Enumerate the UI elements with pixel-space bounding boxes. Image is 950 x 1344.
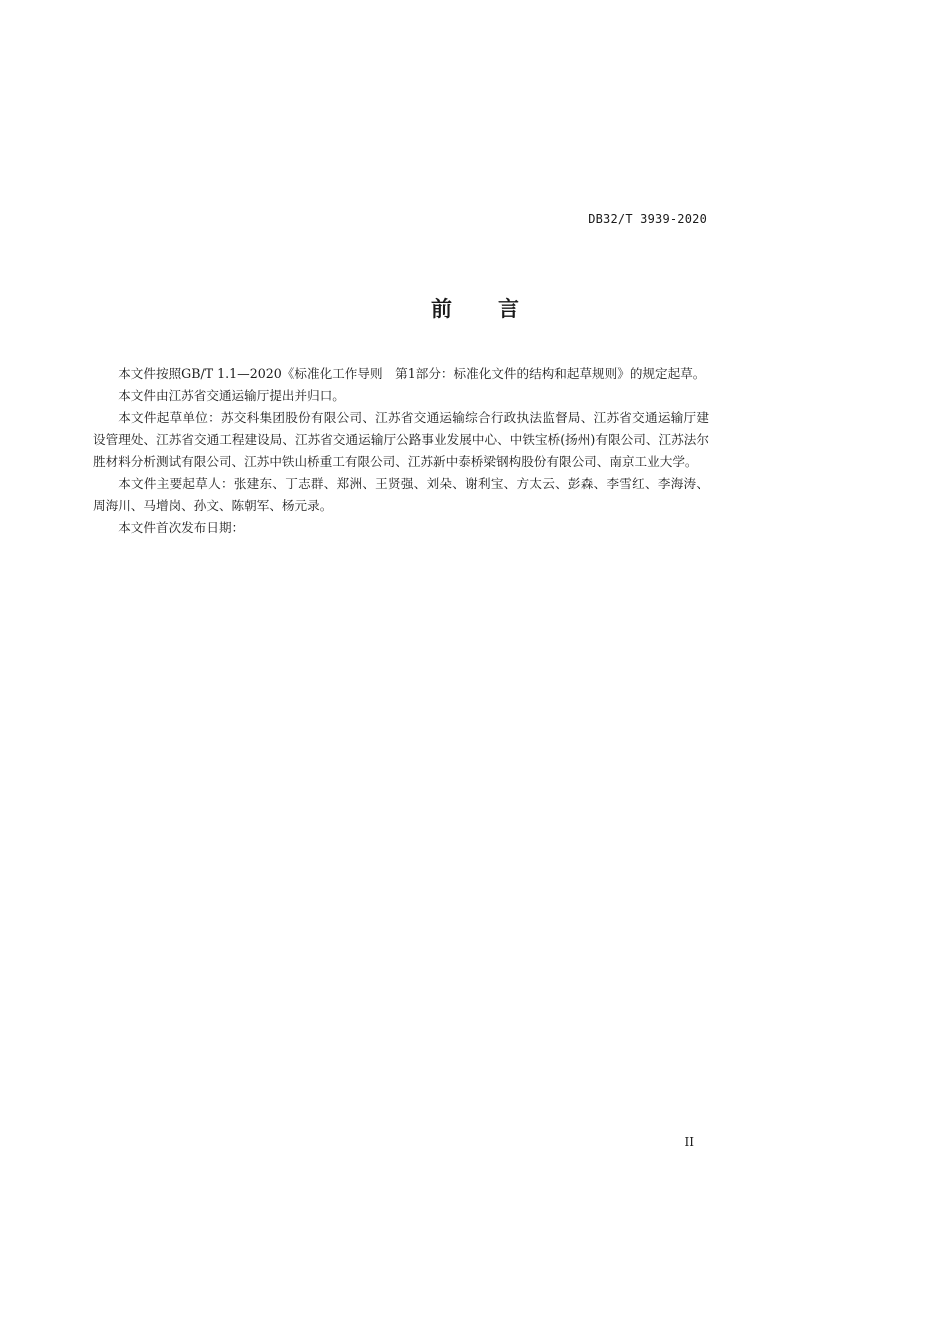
heading-char-right: 言 [498, 297, 519, 321]
section-heading [0, 293, 950, 323]
paragraph-proposer: 本文件由江苏省交通运输厅提出并归口。 [118, 388, 345, 403]
foreword-body [93, 363, 709, 539]
paragraph-drafting-units: 本文件起草单位：苏交科集团股份有限公司、江苏省交通运输综合行政执法监督局、江苏省交通运输厅建设管理处、江苏省交通工程建设局、江苏省交通运输厅公路事业发展中心、中铁宝桥(扬州)有限公司、江苏法尔胜材料分析测试有限公司、江苏中铁山桥重工有限公司、江苏新中泰桥梁钢构股份有限公司、南京工业大学。 [93, 410, 709, 469]
page-number: II [684, 1135, 694, 1149]
heading-char-left: 前 [431, 297, 452, 321]
paragraph-drafters: 本文件主要起草人：张建东、丁志群、郑洲、王贤强、刘朵、谢利宝、方太云、彭森、李雪红、李海涛、周海川、马增岗、孙文、陈朝军、杨元录。 [93, 476, 709, 513]
document-code: DB32/T 3939-2020 [588, 212, 707, 226]
paragraph-first-release: 本文件首次发布日期： [118, 520, 245, 535]
paragraph-drafting-rules: 本文件按照GB/T 1.1—2020《标准化工作导则 第1部分：标准化文件的结构和起草规则》的规定起草。 [118, 366, 706, 381]
